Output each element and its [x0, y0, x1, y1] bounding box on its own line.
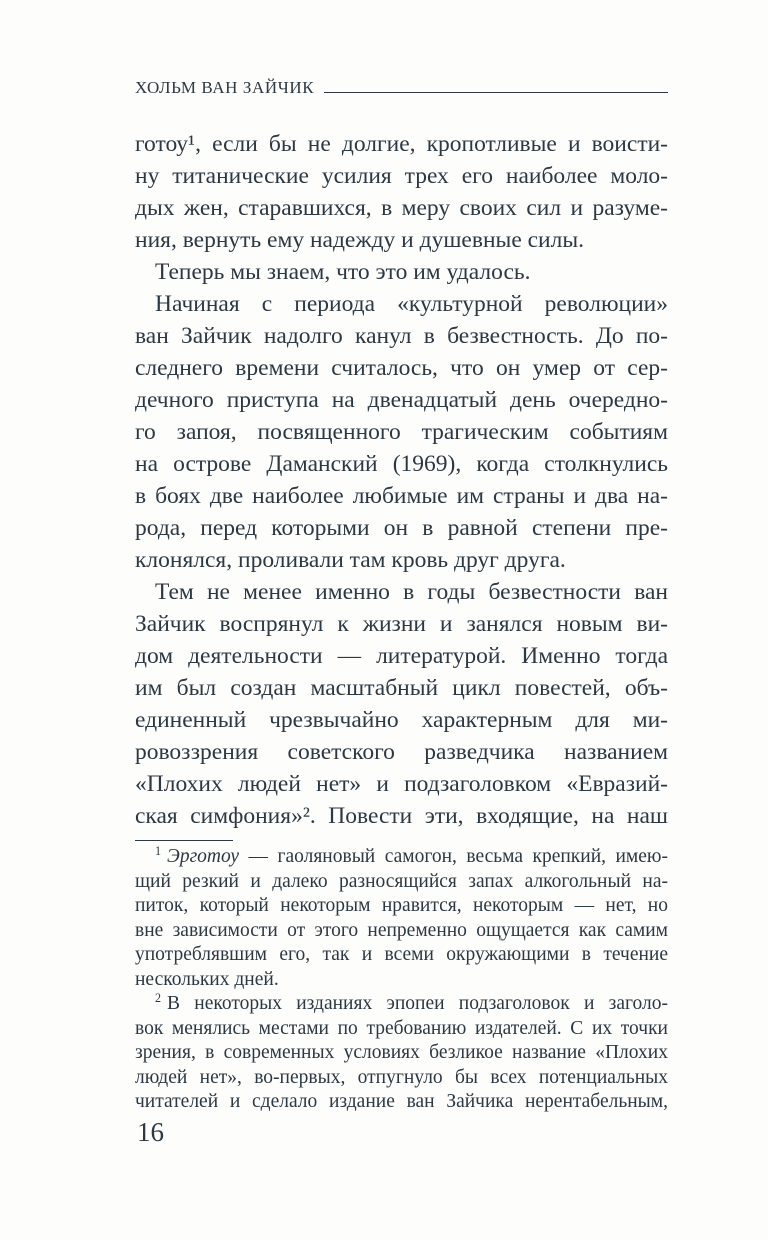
body-line: Теперь мы знаем, что это им удалось.	[155, 259, 531, 285]
footnote-line: зрения, в современных условиях безликое название «Плохих	[135, 1042, 668, 1063]
footnote-line: вне зависимости от этого непременно ощущается как самим	[135, 919, 668, 941]
body-line: Тем не менее именно в годы безвестности ван	[155, 579, 668, 605]
body-line: в боях две наиболее любимые им страны и два на-	[135, 483, 668, 509]
body-line: дых жен, старавшихся, в меру своих сил и разуме-	[135, 195, 668, 221]
header-rule	[324, 80, 668, 93]
running-header	[135, 78, 668, 98]
body-line: дечного приступа на двенадцатый день очередно-	[135, 387, 668, 413]
paragraph	[135, 256, 668, 288]
body-line: го запоя, посвященного трагическим событиям	[135, 419, 668, 445]
footnote-line: вок менялись местами по требованию издателей. С их точки	[135, 1017, 668, 1039]
body-line: Начиная с периода «культурной революции»	[155, 291, 668, 317]
footnote-line: щий резкий и далеко разносящийся запах алкогольный на-	[135, 870, 668, 892]
footnote-line: нескольких дней.	[135, 968, 279, 990]
footnotes	[135, 845, 668, 1115]
body-line: на острове Даманский (1969), когда столкнулись	[135, 451, 668, 477]
body-line: ская симфония»². Повести эти, входящие, на наш	[135, 803, 668, 829]
body-line: Зайчик воспрянул к жизни и занялся новым ви-	[135, 611, 668, 637]
footnote-line: употреблявшим его, так и всеми окружающими в течение	[135, 944, 668, 965]
footnote	[135, 992, 668, 1115]
body-line: рода, перед которыми он в равной степени пре-	[135, 515, 668, 541]
footnote-line: питок, который некоторым нравится, некоторым — нет, но	[135, 895, 668, 916]
body-line: единенный чрезвычайно характерным для ми-	[135, 707, 668, 733]
body-line: готоу¹, если бы не долгие, кропотливые и воисти-	[135, 131, 668, 157]
body-line: им был создан масштабный цикл повестей, объ-	[135, 675, 668, 701]
body-text	[135, 128, 668, 832]
body-line: «Плохих людей нет» и подзаголовком «Евразий-	[135, 771, 668, 797]
footnote-line: людей нет», во-первых, отпугнуло бы всех потенциальных	[135, 1066, 668, 1088]
body-line: клонялся, проливали там кровь друг друга.	[135, 547, 566, 573]
paragraph	[135, 576, 668, 832]
body-line: ну титанические усилия трех его наиболее моло-	[135, 163, 668, 189]
paragraph	[135, 288, 668, 576]
body-line: ния, вернуть ему надежду и душевные силы.	[135, 227, 585, 253]
running-header-author: ХОЛЬМ ВАН ЗАЙЧИК	[135, 78, 315, 97]
paragraph	[135, 128, 668, 256]
footnote-separator	[135, 840, 233, 841]
footnote-term: Эрготоу	[167, 846, 240, 867]
body-line: ван Зайчик надолго канул в безвестность. До по-	[135, 323, 668, 349]
footnote	[135, 845, 668, 992]
footnote-line	[135, 992, 668, 1017]
body-line: дом деятельности — литературой. Именно тогда	[135, 643, 668, 669]
footnote-line: читателей и сделало издание ван Зайчика нерентабельным,	[135, 1091, 668, 1112]
page-number: 16	[137, 1117, 164, 1147]
footnote-text: В некоторых изданиях эпопеи подзаголовок и заголо-	[167, 993, 668, 1014]
body-line: следнего времени считалось, что он умер от сер-	[135, 355, 668, 381]
footnote-marker: 1	[155, 843, 162, 858]
footnote-text: — гаоляновый самогон, весьма крепкий, имею-	[239, 846, 668, 867]
body-line: ровоззрения советского разведчика названием	[135, 739, 668, 765]
footnote-line	[135, 845, 668, 870]
footnote-marker: 2	[155, 990, 162, 1005]
